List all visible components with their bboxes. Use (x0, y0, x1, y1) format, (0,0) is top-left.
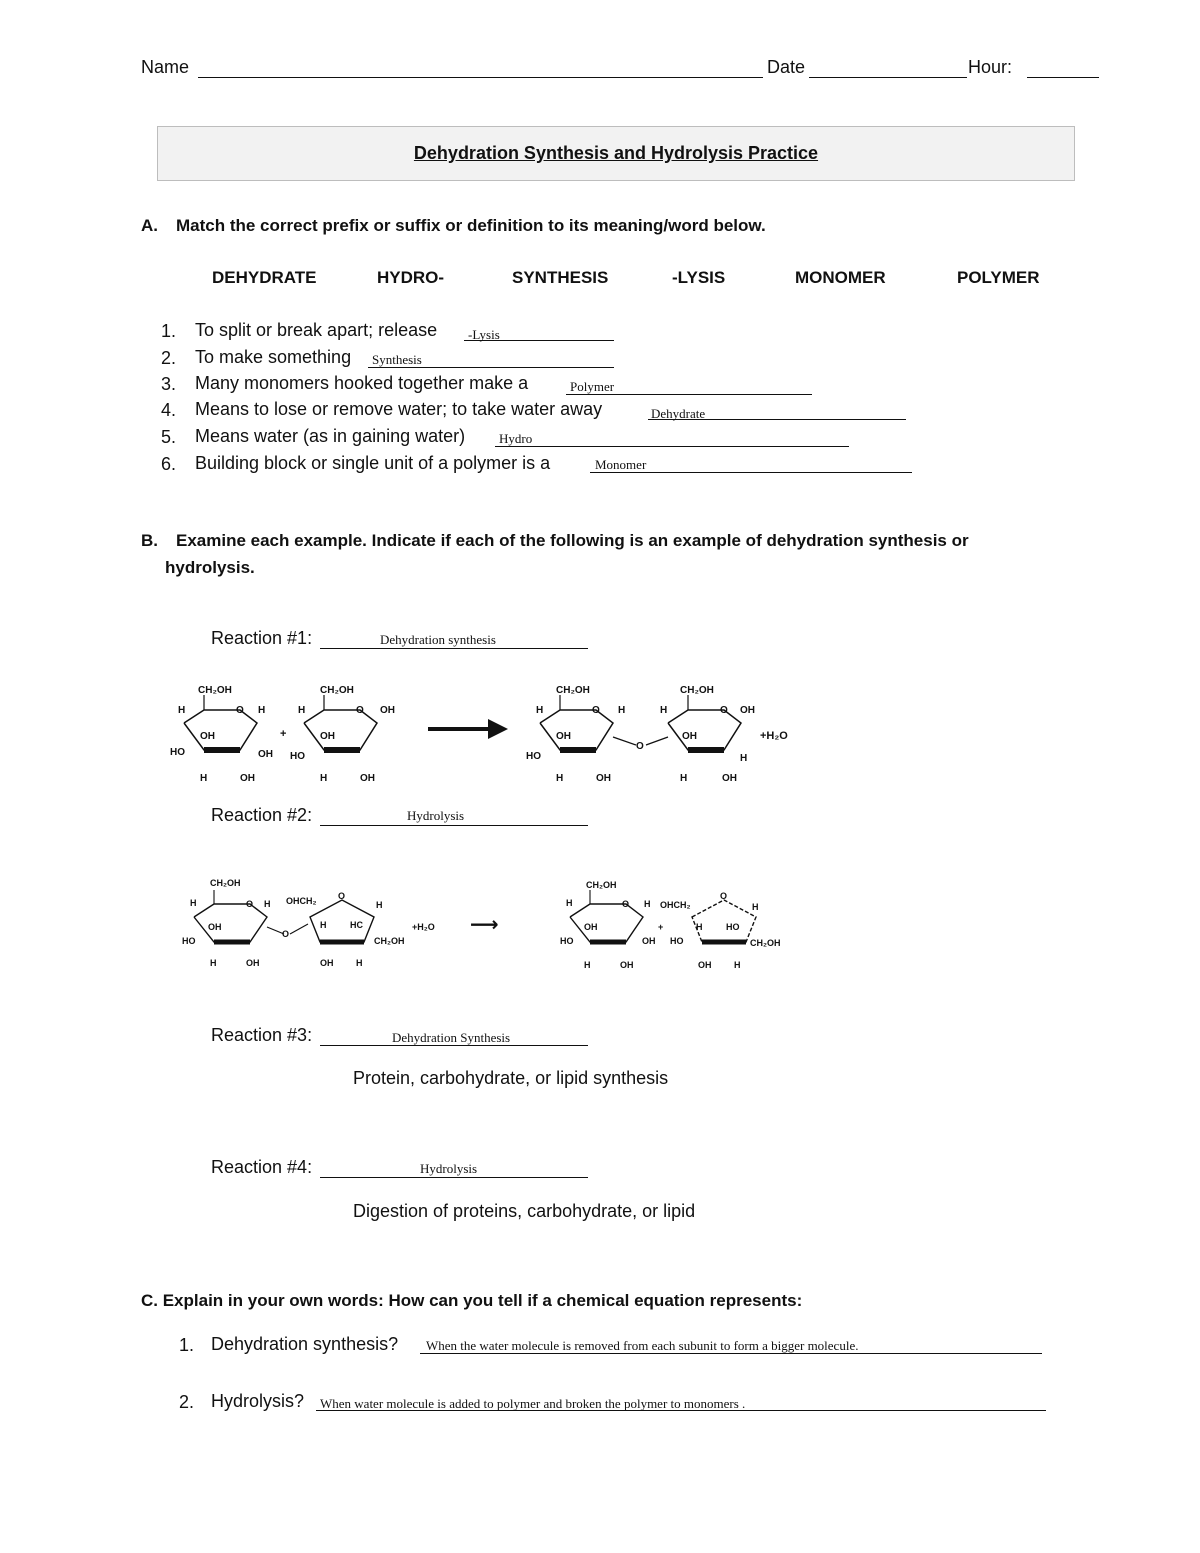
answer-text: Dehydration synthesis (380, 632, 496, 647)
svg-text:HO: HO (560, 936, 574, 946)
word-bank-item: MONOMER (795, 268, 886, 287)
answer-line[interactable] (320, 648, 588, 649)
svg-text:H: H (680, 773, 688, 784)
svg-text:CH₂OH: CH₂OH (210, 878, 241, 888)
item-text: To split or break apart; release (195, 320, 438, 340)
svg-text:CH₂OH: CH₂OH (374, 936, 405, 946)
svg-text:OH: OH (584, 922, 598, 932)
svg-text:O: O (338, 891, 346, 901)
answer-text: Hydrolysis (407, 808, 465, 823)
item-number: 1. (178, 1335, 194, 1355)
hour-label: Hour: (968, 57, 1013, 77)
item-text: Means to lose or remove water; to take water away (195, 399, 603, 419)
svg-text:H: H (740, 753, 748, 764)
sucrose-glucose-ring (182, 878, 271, 968)
svg-text:HO: HO (170, 747, 185, 758)
svg-text:H: H (190, 898, 197, 908)
glucose-ring-1 (170, 685, 273, 784)
section-b-letter: B. (141, 531, 158, 550)
svg-text:O: O (622, 899, 630, 909)
svg-text:O: O (236, 705, 244, 716)
svg-text:H: H (178, 705, 186, 716)
answer-text: Dehydrate (651, 406, 706, 421)
item-text: Hydrolysis? (211, 1391, 305, 1411)
svg-text:H: H (660, 705, 668, 716)
svg-text:H: H (258, 705, 266, 716)
svg-text:OH: OH (208, 922, 222, 932)
word-bank-item: SYNTHESIS (512, 268, 609, 287)
svg-text:HC: HC (350, 920, 363, 930)
svg-text:H: H (200, 773, 208, 784)
svg-text:H: H (734, 960, 741, 970)
svg-text:CH₂OH: CH₂OH (556, 685, 590, 696)
svg-text:HO: HO (726, 922, 740, 932)
section-b-instruction-cont: hydrolysis. (165, 558, 255, 577)
svg-text:H: H (356, 958, 363, 968)
svg-text:OHCH₂: OHCH₂ (286, 896, 317, 906)
svg-text:OH: OH (200, 731, 215, 742)
answer-line[interactable] (320, 825, 588, 826)
svg-text:O: O (720, 891, 728, 901)
svg-text:H: H (644, 899, 651, 909)
answer-text: When water molecule is added to polymer and broken the polymer to monomers . (320, 1396, 746, 1411)
answer-text: Polymer (570, 379, 615, 394)
svg-text:H: H (320, 773, 328, 784)
svg-text:OH: OH (556, 731, 571, 742)
sucrose-fructose-ring (286, 891, 405, 968)
svg-text:H: H (298, 705, 306, 716)
page-title: Dehydration Synthesis and Hydrolysis Practice (413, 143, 819, 163)
svg-text:H: H (376, 900, 383, 910)
section-a-letter: A. (141, 216, 158, 235)
svg-text:H: H (264, 899, 271, 909)
disaccharide-ring-1 (526, 685, 625, 784)
svg-text:O: O (720, 705, 728, 716)
answer-text: Hydro (499, 431, 533, 446)
svg-text:H: H (618, 705, 626, 716)
reaction-1-diagram (160, 675, 810, 790)
svg-text:OH: OH (596, 773, 611, 784)
svg-text:+: + (658, 922, 664, 932)
svg-text:H: H (556, 773, 564, 784)
answer-text: When the water molecule is removed from each subunit to form a bigger molecule. (426, 1338, 859, 1353)
svg-text:O: O (282, 929, 290, 939)
item-text: Many monomers hooked together make a (195, 373, 529, 393)
svg-text:O: O (246, 899, 254, 909)
answer-text: Synthesis (372, 352, 422, 367)
svg-text:OH: OH (246, 958, 260, 968)
word-bank-item: POLYMER (957, 268, 1040, 287)
svg-text:H: H (536, 705, 544, 716)
svg-text:H: H (584, 960, 591, 970)
svg-text:OH: OH (360, 773, 375, 784)
hour-input-line[interactable] (1027, 77, 1099, 78)
svg-text:OH: OH (380, 705, 395, 716)
reaction-label: Reaction #1: (211, 628, 313, 648)
glucose-ring-2 (290, 685, 395, 784)
item-text: Building block or single unit of a polymer is a (195, 453, 551, 473)
item-number: 1. (160, 321, 176, 341)
svg-text:H: H (320, 920, 327, 930)
svg-text:O: O (592, 705, 600, 716)
plus-sign: + (280, 728, 287, 740)
reaction-description: Protein, carbohydrate, or lipid synthesis (353, 1068, 669, 1088)
svg-text:HO: HO (182, 936, 196, 946)
name-input-line[interactable] (198, 77, 763, 78)
svg-text:H: H (566, 898, 573, 908)
reaction-arrow-icon: ⟶ (470, 914, 499, 936)
answer-text: -Lysis (468, 327, 500, 342)
reaction-label: Reaction #4: (211, 1157, 313, 1177)
svg-text:CH₂OH: CH₂OH (750, 938, 781, 948)
reaction-arrow-icon (428, 719, 508, 739)
svg-text:HO: HO (670, 936, 684, 946)
svg-text:OH: OH (240, 773, 255, 784)
answer-text: Hydrolysis (420, 1161, 478, 1176)
answer-text: Dehydration Synthesis (392, 1030, 511, 1045)
answer-line[interactable] (320, 1177, 588, 1178)
glycosidic-oxygen: O (636, 741, 644, 752)
svg-text:CH₂OH: CH₂OH (320, 685, 354, 696)
reaction-description: Digestion of proteins, carbohydrate, or lipid (353, 1201, 696, 1221)
title-box (157, 126, 1075, 181)
svg-text:CH₂OH: CH₂OH (586, 880, 617, 890)
section-b-instruction: Examine each example. Indicate if each of the following is an example of dehydration synthesis or (176, 531, 969, 550)
water-product: +H₂O (760, 730, 788, 742)
svg-text:OH: OH (320, 731, 335, 742)
item-number: 5. (160, 427, 176, 447)
answer-line[interactable] (495, 446, 849, 447)
svg-text:O: O (356, 705, 364, 716)
date-input-line[interactable] (809, 77, 967, 78)
glucose-product-ring (560, 880, 656, 970)
reaction-label: Reaction #2: (211, 805, 313, 825)
svg-text:OHCH₂: OHCH₂ (660, 900, 691, 910)
word-bank-item: HYDRO- (377, 268, 445, 287)
section-c-heading: C. Explain in your own words: How can you tell if a chemical equation represents: (141, 1291, 803, 1310)
svg-text:HO: HO (290, 751, 305, 762)
svg-text:HO: HO (526, 751, 541, 762)
section-a-instruction: Match the correct prefix or suffix or definition to its meaning/word below. (176, 216, 766, 235)
label-ch2oh: CH₂OH (198, 685, 232, 696)
item-number: 2. (178, 1392, 194, 1412)
item-text: Dehydration synthesis? (211, 1334, 399, 1354)
svg-text:OH: OH (258, 749, 273, 760)
svg-text:OH: OH (682, 731, 697, 742)
name-label: Name (141, 57, 190, 77)
item-number: 4. (160, 400, 176, 420)
item-number: 3. (160, 374, 176, 394)
item-text: Means water (as in gaining water) (195, 426, 466, 446)
svg-text:CH₂OH: CH₂OH (680, 685, 714, 696)
svg-text:OH: OH (698, 960, 712, 970)
word-bank-item: -LYSIS (672, 268, 726, 287)
item-text: To make something (195, 347, 352, 367)
fructose-product-ring (660, 891, 781, 970)
svg-text:OH: OH (320, 958, 334, 968)
svg-text:OH: OH (642, 936, 656, 946)
date-label: Date (767, 57, 806, 77)
item-number: 2. (160, 348, 176, 368)
water-reactant: +H₂O (412, 922, 435, 932)
item-number: 6. (160, 454, 176, 474)
svg-text:H: H (210, 958, 217, 968)
svg-text:OH: OH (620, 960, 634, 970)
reaction-label: Reaction #3: (211, 1025, 313, 1045)
reaction-2-diagram (180, 872, 790, 977)
svg-text:OH: OH (722, 773, 737, 784)
answer-text: Monomer (595, 457, 647, 472)
disaccharide-ring-2 (660, 685, 755, 784)
svg-text:H: H (696, 922, 703, 932)
svg-text:H: H (752, 902, 759, 912)
word-bank-item: DEHYDRATE (212, 268, 317, 287)
svg-text:OH: OH (740, 705, 755, 716)
